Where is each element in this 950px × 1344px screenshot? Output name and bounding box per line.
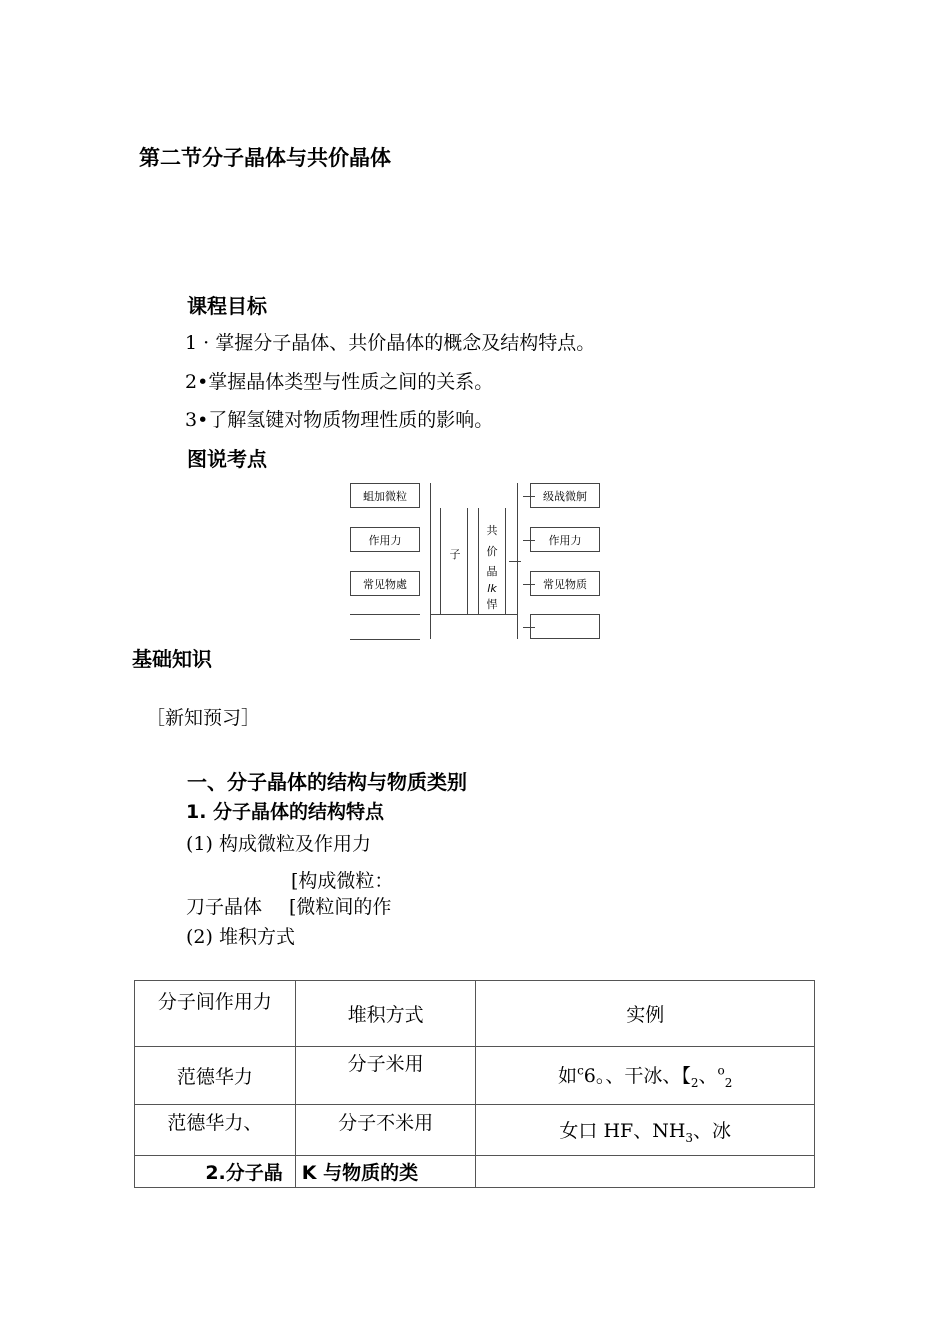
table-footer-empty <box>476 1156 815 1188</box>
diagram-middle-left-text: 子 <box>449 548 461 561</box>
diagram-heading: 图说考点 <box>187 447 267 471</box>
diagram-vline <box>467 508 468 614</box>
table-header-cell: 实例 <box>476 981 815 1047</box>
section1-heading: 一、分子晶体的结构与物质类别 <box>187 770 467 794</box>
diagram-left-box-2: 作用力 <box>350 527 420 552</box>
table-cell-example <box>476 1105 815 1156</box>
page-title: 第二节分子晶体与共价晶体 <box>139 146 391 170</box>
example-sup: o <box>717 1063 725 1078</box>
course-goals-heading: 课程目标 <box>187 294 267 318</box>
diagram-vline <box>505 508 506 614</box>
table-cell-example <box>476 1047 815 1105</box>
brace-line-2-right: [微粒间的作 <box>289 896 392 918</box>
diagram-vline <box>430 483 431 639</box>
diagram-vline <box>478 508 479 614</box>
table-header-row <box>135 981 815 1047</box>
sub1-heading <box>186 797 384 824</box>
diagram-middle-right-text: 价 <box>486 545 498 558</box>
goal-item-2: 2•掌握晶体类型与性质之间的关系。 <box>185 371 494 393</box>
basics-heading: 基础知识 <box>132 647 212 671</box>
diagram-middle-right-text: 晶 <box>486 565 498 578</box>
table-footer-left: 2.分子晶 <box>135 1156 296 1188</box>
example-text: 6。、干冰、【 <box>583 1065 691 1088</box>
table-cell-packing: 分子米用 <box>295 1047 476 1105</box>
diagram-vline <box>440 508 441 614</box>
sub1-heading-text: 1. 分子晶体的结构特点 <box>186 801 385 823</box>
example-sup: c <box>577 1063 584 1078</box>
table-cell-force: 范德华力、 <box>135 1105 296 1156</box>
table-header-cell: 堆积方式 <box>295 981 476 1047</box>
table-row <box>135 1105 815 1156</box>
example-sub: 2 <box>724 1075 733 1090</box>
example-sub: 3 <box>685 1130 694 1145</box>
example-text: 、 <box>698 1065 718 1088</box>
sub1-item2: (2) 堆积方式 <box>186 926 295 948</box>
example-text: 如 <box>558 1065 578 1088</box>
brace-line-2-left: 刀子晶体 <box>186 896 263 918</box>
diagram-right-box-2: 作用力 <box>530 527 600 552</box>
diagram-left-box-1: 蛆加微粒 <box>350 483 420 508</box>
diagram-right-box-1: 级战微舸 <box>530 483 600 508</box>
example-text: 女口 HF、NH <box>559 1119 686 1142</box>
diagram-right-box-4 <box>530 614 600 639</box>
diagram-left-line-1 <box>350 614 420 615</box>
diagram-left-line-2 <box>350 639 420 640</box>
goal-item-1: 1 · 掌握分子晶体、共价晶体的概念及结构特点。 <box>185 332 596 354</box>
table-footer-mid: K 与物质的类 <box>295 1156 476 1188</box>
goal-item-3: 3•了解氢键对物质物理性质的影响。 <box>185 409 494 431</box>
diagram-middle-right-text: 共 <box>486 524 498 537</box>
diagram-right-box-3: 常见物质 <box>530 571 600 596</box>
table-footer-row <box>135 1156 815 1188</box>
table-row <box>135 1047 815 1105</box>
table-header-cell: 分子间作用力 <box>135 981 296 1047</box>
diagram-middle-right-text: lk <box>487 582 497 595</box>
diagram-left-box-3: 常见物處 <box>350 571 420 596</box>
diagram-middle-right-text: 悍 <box>486 598 498 611</box>
crystal-table <box>134 980 815 1188</box>
sub1-item1: (1) 构成微粒及作用力 <box>186 833 371 855</box>
brace-line-1: [构成微粒： <box>291 870 394 892</box>
example-text: 、冰 <box>693 1119 732 1142</box>
table-cell-force: 范德华力 <box>135 1047 296 1105</box>
example-sub: 2 <box>690 1075 699 1090</box>
diagram-hline <box>430 614 518 615</box>
preview-label: ［新知预习］ <box>146 707 261 729</box>
diagram-tick <box>509 561 521 562</box>
table-cell-packing: 分子不米用 <box>295 1105 476 1156</box>
